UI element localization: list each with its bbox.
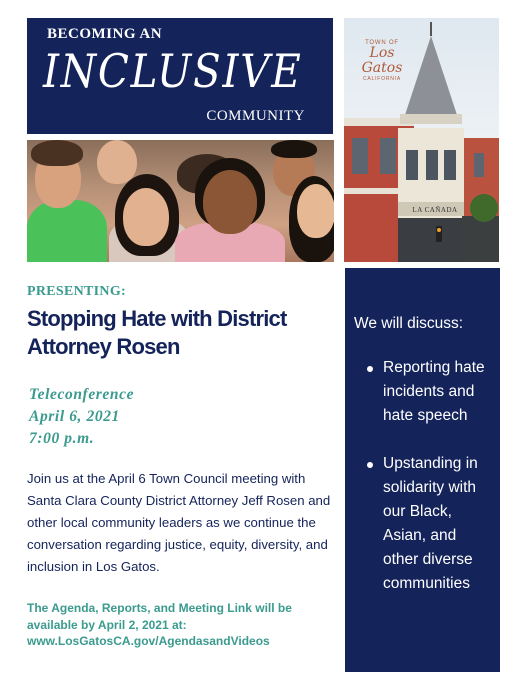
event-description: Join us at the April 6 Town Council meeting with Santa Clara County District Attorney Jeff Rosen and other local community leaders as we continue the conversation regarding justice, equity, diversity, and inclusion in Los Gatos. [27,471,331,574]
headline: Stopping Hate with District Attorney Rosen [27,306,287,359]
event-format: Teleconference [29,386,135,403]
logo-name: Los Gatos [361,45,403,76]
banner-line-1: BECOMING AN [47,26,163,42]
discussion-panel [345,268,500,672]
title-banner [27,18,333,134]
discussion-heading: We will discuss: [354,315,464,332]
event-date: April 6, 2021 [29,408,120,425]
building-photo [344,18,499,262]
logo-town-of: TOWN OF [365,40,399,46]
agenda-note: The Agenda, Reports, and Meeting Link will be available by April 2, 2021 at: www.LosGatosCA.gov/AgendasandVideos [27,601,292,648]
discussion-item: Reporting hate incidents and hate speech [383,356,491,428]
discussion-list [345,356,491,620]
presenting-label: PRESENTING: [27,284,126,299]
town-logo [347,40,417,82]
building-sign: LA CAÑADA [412,206,458,214]
crowd-photo [27,140,334,262]
banner-line-2: INCLUSIVE [43,44,303,98]
discussion-item: Upstanding in solidarity with our Black, Asian, and other diverse communities [383,452,491,596]
event-time: 7:00 p.m. [29,430,95,447]
banner-line-3: COMMUNITY [206,108,305,124]
logo-state: CALIFORNIA [362,76,401,82]
